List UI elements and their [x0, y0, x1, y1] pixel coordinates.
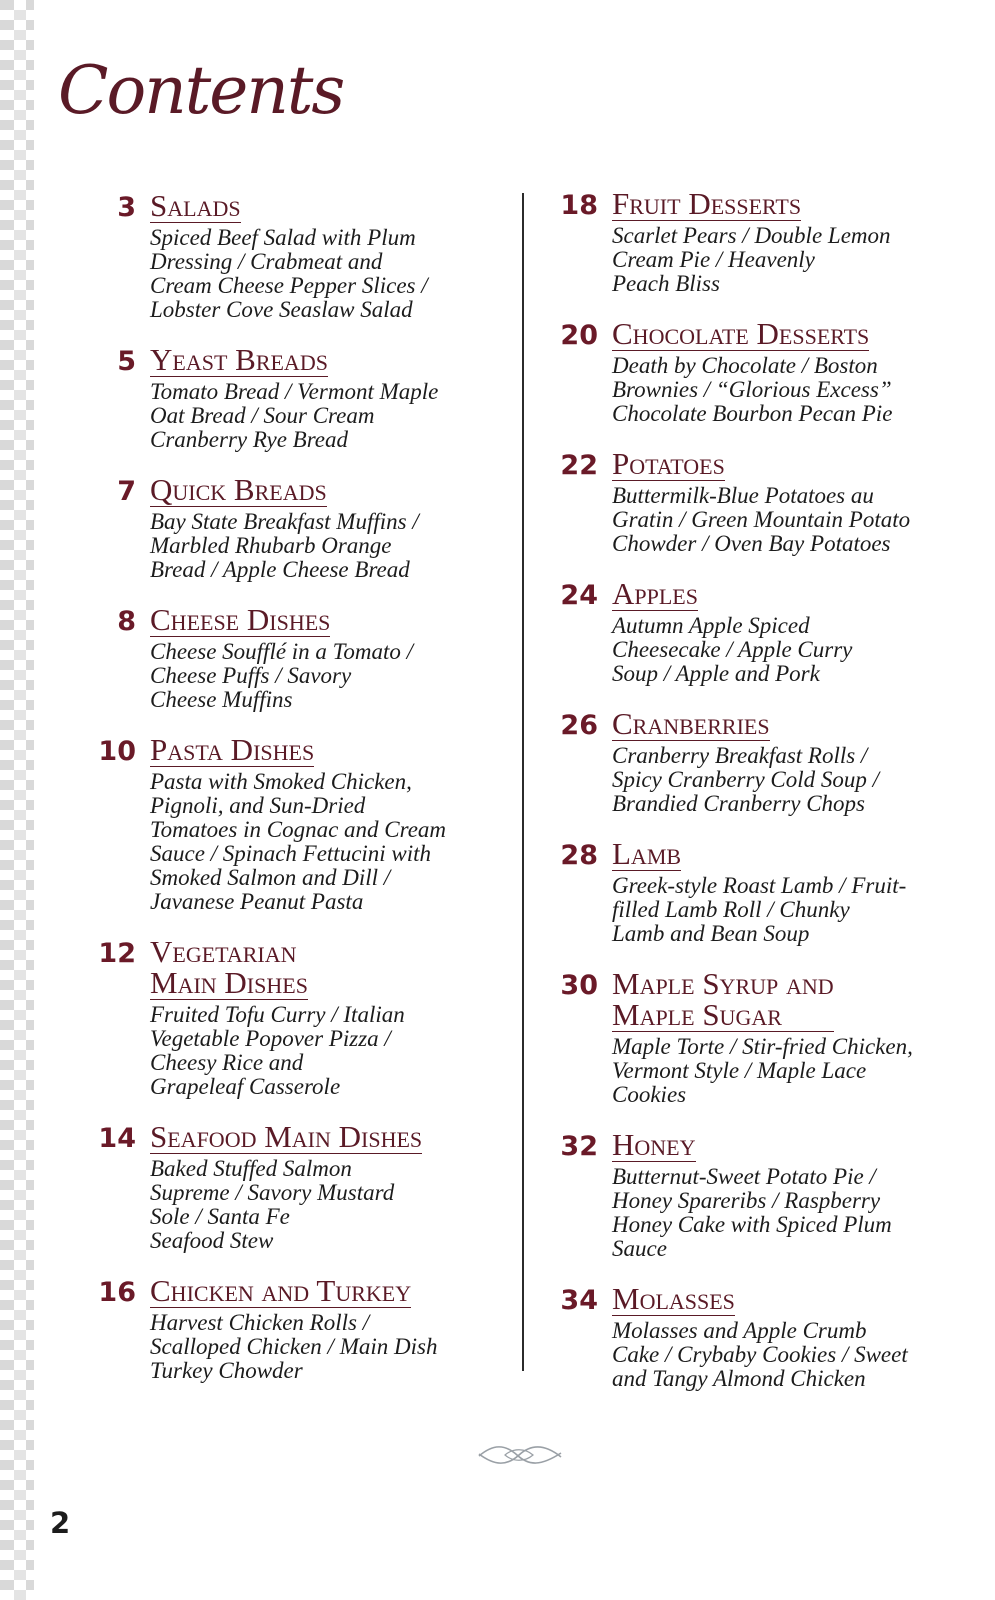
- toc-page-number: 24: [560, 580, 598, 611]
- toc-page-number: 7: [117, 476, 136, 507]
- toc-category: Lamb: [612, 836, 682, 871]
- toc-entry: [550, 1129, 970, 1261]
- flourish-ornament-icon: [475, 1440, 565, 1475]
- toc-page-number: 10: [98, 736, 136, 767]
- toc-page-number: 12: [98, 938, 136, 969]
- toc-category: Salads: [150, 188, 241, 223]
- toc-recipes: Butternut-Sweet Potato Pie / Honey Spareribs / Raspberry Honey Cake with Spiced Plum Sauce: [612, 1164, 892, 1261]
- toc-page-number: 16: [98, 1277, 136, 1308]
- page-title: Contents: [58, 52, 344, 129]
- toc-category: Yeast Breads: [150, 342, 328, 377]
- toc-recipes: Harvest Chicken Rolls / Scalloped Chicken / Main Dish Turkey Chowder: [150, 1310, 438, 1383]
- toc-page-number: 18: [560, 190, 598, 221]
- toc-page-number: 34: [560, 1285, 598, 1316]
- toc-category: Pasta Dishes: [150, 732, 315, 767]
- toc-page-number: 26: [560, 710, 598, 741]
- toc-entry: [550, 448, 970, 556]
- toc-recipes: Bay State Breakfast Muffins / Marbled Rhubarb Orange Bread / Apple Cheese Bread: [150, 509, 419, 582]
- toc-recipes: Scarlet Pears / Double Lemon Cream Pie / Heavenly Peach Bliss: [612, 223, 891, 296]
- toc-page-number: 32: [560, 1131, 598, 1162]
- toc-recipes: Greek-style Roast Lamb / Fruit- filled Lamb Roll / Chunky Lamb and Bean Soup: [612, 873, 907, 946]
- toc-recipes: Autumn Apple Spiced Cheesecake / Apple Curry Soup / Apple and Pork: [612, 613, 853, 686]
- toc-entry: [550, 838, 970, 946]
- toc-entry: [88, 734, 508, 914]
- toc-entry: [88, 1121, 508, 1253]
- toc-page-number: 28: [560, 840, 598, 871]
- toc-entry: [88, 474, 508, 582]
- spiral-binding: [0, 0, 34, 1600]
- toc-recipes: Maple Torte / Stir-fried Chicken, Vermont Style / Maple Lace Cookies: [612, 1034, 913, 1107]
- toc-entry: [88, 344, 508, 452]
- toc-entry: [88, 190, 508, 322]
- toc-entry: [550, 708, 970, 816]
- toc-entry: [88, 604, 508, 712]
- toc-recipes: Spiced Beef Salad with Plum Dressing / Crabmeat and Cream Cheese Pepper Slices / Lobster Cove Seaslaw Salad: [150, 225, 428, 322]
- toc-category: Maple Syrup and Maple Sugar: [612, 966, 834, 1032]
- toc-page-number: 20: [560, 320, 598, 351]
- toc-recipes: Molasses and Apple Crumb Cake / Crybaby Cookies / Sweet and Tangy Almond Chicken: [612, 1318, 908, 1391]
- toc-entry: [550, 578, 970, 686]
- toc-entry: [88, 936, 508, 1099]
- toc-entry: [550, 188, 970, 296]
- toc-recipes: Fruited Tofu Curry / Italian Vegetable Popover Pizza / Cheesy Rice and Grapeleaf Casserole: [150, 1002, 405, 1099]
- right-column: [550, 188, 970, 1413]
- toc-category: Honey: [612, 1127, 696, 1162]
- toc-category: Apples: [612, 576, 698, 611]
- toc-entry: [88, 1275, 508, 1383]
- toc-page-number: 8: [117, 606, 136, 637]
- toc-recipes: Pasta with Smoked Chicken, Pignoli, and Sun-Dried Tomatoes in Cognac and Cream Sauce / Spinach Fettucini with Smoked Salmon and Dill / Javanese Peanut Pasta: [150, 769, 447, 914]
- toc-category: Seafood Main Dishes: [150, 1119, 423, 1154]
- column-divider: [522, 193, 524, 1371]
- toc-recipes: Death by Chocolate / Boston Brownies / “Glorious Excess” Chocolate Bourbon Pecan Pie: [612, 353, 893, 426]
- toc-category: Vegetarian Main Dishes: [150, 934, 308, 1000]
- toc-recipes: Cheese Soufflé in a Tomato / Cheese Puffs / Savory Cheese Muffins: [150, 639, 414, 712]
- toc-recipes: Baked Stuffed Salmon Supreme / Savory Mustard Sole / Santa Fe Seafood Stew: [150, 1156, 395, 1253]
- toc-recipes: Cranberry Breakfast Rolls / Spicy Cranberry Cold Soup / Brandied Cranberry Chops: [612, 743, 880, 816]
- toc-category: Cranberries: [612, 706, 770, 741]
- toc-page-number: 5: [117, 346, 136, 377]
- toc-category: Potatoes: [612, 446, 725, 481]
- toc-page-number: 14: [98, 1123, 136, 1154]
- toc-entry: [550, 1283, 970, 1391]
- toc-category: Molasses: [612, 1281, 735, 1316]
- toc-category: Fruit Desserts: [612, 186, 802, 221]
- toc-category: Quick Breads: [150, 472, 327, 507]
- toc-category: Chocolate Desserts: [612, 316, 870, 351]
- left-column: [88, 190, 508, 1405]
- toc-recipes: Tomato Bread / Vermont Maple Oat Bread / Sour Cream Cranberry Rye Bread: [150, 379, 439, 452]
- toc-page-number: 22: [560, 450, 598, 481]
- toc-recipes: Buttermilk-Blue Potatoes au Gratin / Green Mountain Potato Chowder / Oven Bay Potatoes: [612, 483, 911, 556]
- toc-entry: [550, 318, 970, 426]
- toc-page-number: 3: [117, 192, 136, 223]
- toc-category: Chicken and Turkey: [150, 1273, 412, 1308]
- toc-page-number: 30: [560, 970, 598, 1001]
- page-number: 2: [50, 1506, 71, 1540]
- toc-category: Cheese Dishes: [150, 602, 331, 637]
- toc-entry: [550, 968, 970, 1107]
